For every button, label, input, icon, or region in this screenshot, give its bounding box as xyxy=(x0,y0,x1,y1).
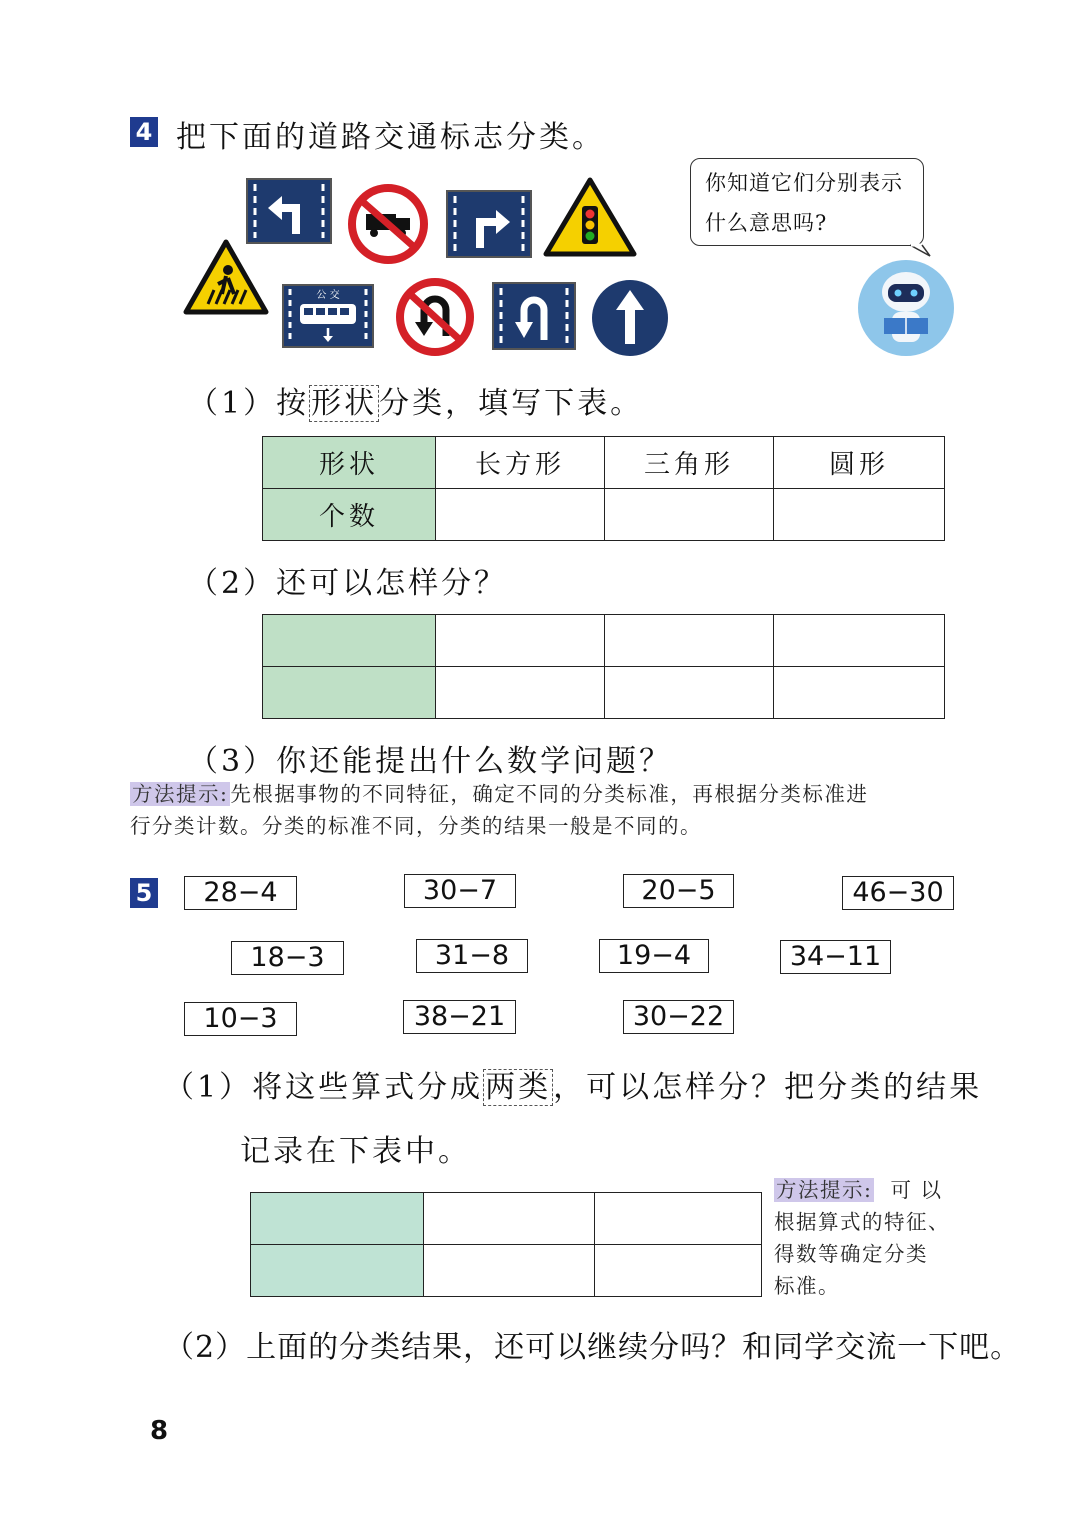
answer-cell[interactable] xyxy=(605,667,774,719)
go-straight-sign-icon xyxy=(590,278,670,358)
tip-label: 方法提示: xyxy=(776,1178,873,1202)
expression-box: 30−22 xyxy=(623,1000,734,1034)
tip-text-line-1: 先根据事物的不同特征，确定不同的分类标准，再根据分类标准进 xyxy=(230,782,869,806)
answer-cell[interactable] xyxy=(424,1193,595,1245)
question-4-title: 把下面的道路交通标志分类。 xyxy=(176,120,605,155)
question-5-number: 5 xyxy=(130,878,158,908)
turn-right-sign-icon xyxy=(446,190,532,258)
answer-cell[interactable] xyxy=(424,1245,595,1297)
pedestrian-crossing-warning-sign-icon xyxy=(182,238,270,318)
tip2-line-2: 根据算式的特征、 xyxy=(774,1210,950,1234)
answer-cell[interactable] xyxy=(263,667,436,719)
expression-box: 38−21 xyxy=(403,1000,516,1034)
answer-cell[interactable] xyxy=(251,1245,424,1297)
row-header-count: 个数 xyxy=(263,489,436,541)
q4-sub1 xyxy=(188,378,643,422)
tip2-line-3: 得数等确定分类 xyxy=(774,1242,928,1266)
answer-cell[interactable] xyxy=(605,615,774,667)
bubble-line-2: 什么意思吗? xyxy=(705,211,828,235)
shape-count-table xyxy=(262,436,945,541)
answer-cell[interactable] xyxy=(605,489,774,541)
q4-sub1-emphasis: 形状 xyxy=(311,386,378,421)
answer-cell[interactable] xyxy=(263,615,436,667)
column-circle: 圆形 xyxy=(774,437,945,489)
method-tip-2 xyxy=(774,1174,964,1302)
traffic-light-warning-sign-icon xyxy=(542,176,638,258)
method-tip-1 xyxy=(130,778,960,842)
bus-sign-text: 公 交 xyxy=(316,290,340,301)
expression-box: 19−4 xyxy=(599,939,709,973)
no-u-turn-sign-icon xyxy=(396,278,474,356)
answer-cell[interactable] xyxy=(436,615,605,667)
bubble-line-1: 你知道它们分别表示 xyxy=(705,171,903,195)
q4-sub3: （3）你还能提出什么数学问题？ xyxy=(188,744,673,779)
q5-sub1-line-2: 记录在下表中。 xyxy=(240,1134,471,1169)
column-triangle: 三角形 xyxy=(605,437,774,489)
expression-box: 31−8 xyxy=(416,939,528,973)
answer-cell[interactable] xyxy=(774,615,945,667)
q4-sub1-prefix: （1）按 xyxy=(188,386,310,421)
expression-box: 30−7 xyxy=(404,874,516,908)
answer-cell[interactable] xyxy=(436,489,605,541)
expression-box: 10−3 xyxy=(184,1002,297,1036)
row-header-shape: 形状 xyxy=(263,437,436,489)
expression-classification-table xyxy=(250,1192,762,1297)
q4-sub2: （2）还可以怎样分？ xyxy=(188,566,508,601)
page-number: 8 xyxy=(150,1416,169,1446)
q4-sub1-suffix: 分类，填写下表。 xyxy=(379,386,644,421)
robot-mascot-icon xyxy=(856,258,956,358)
turn-left-sign-icon xyxy=(246,178,332,244)
tip-text-line-2: 行分类计数。分类的标准不同，分类的结果一般是不同的。 xyxy=(130,814,702,838)
expression-box: 18−3 xyxy=(231,941,344,975)
answer-cell[interactable] xyxy=(251,1193,424,1245)
expression-box: 34−11 xyxy=(780,940,891,974)
q5-sub1-emphasis: 两类 xyxy=(485,1070,552,1105)
speech-bubble xyxy=(690,158,924,246)
q5-sub1-prefix: （1）将这些算式分成 xyxy=(164,1070,484,1105)
answer-cell[interactable] xyxy=(774,489,945,541)
column-rectangle: 长方形 xyxy=(436,437,605,489)
tip-label: 方法提示: xyxy=(132,782,229,806)
q5-sub1 xyxy=(164,1062,982,1106)
tip2-line-4: 标准。 xyxy=(774,1274,840,1298)
answer-cell[interactable] xyxy=(595,1193,762,1245)
other-classification-table xyxy=(262,614,945,719)
expression-box: 20−5 xyxy=(623,874,734,908)
u-turn-sign-icon xyxy=(492,282,576,350)
q5-sub2: （2）上面的分类结果，还可以继续分吗？和同学交流一下吧。 xyxy=(164,1330,1022,1365)
tip2-line-1: 可 以 xyxy=(890,1178,943,1202)
bubble-tail-icon xyxy=(900,236,940,260)
answer-cell[interactable] xyxy=(595,1245,762,1297)
bus-lane-sign-icon xyxy=(282,284,374,348)
expression-box: 28−4 xyxy=(184,876,297,910)
no-trucks-sign-icon xyxy=(348,184,428,264)
expression-box: 46−30 xyxy=(842,876,954,910)
answer-cell[interactable] xyxy=(436,667,605,719)
question-4-number: 4 xyxy=(130,117,158,147)
q5-sub1-suffix: ，可以怎样分？把分类的结果 xyxy=(553,1070,983,1105)
answer-cell[interactable] xyxy=(774,667,945,719)
